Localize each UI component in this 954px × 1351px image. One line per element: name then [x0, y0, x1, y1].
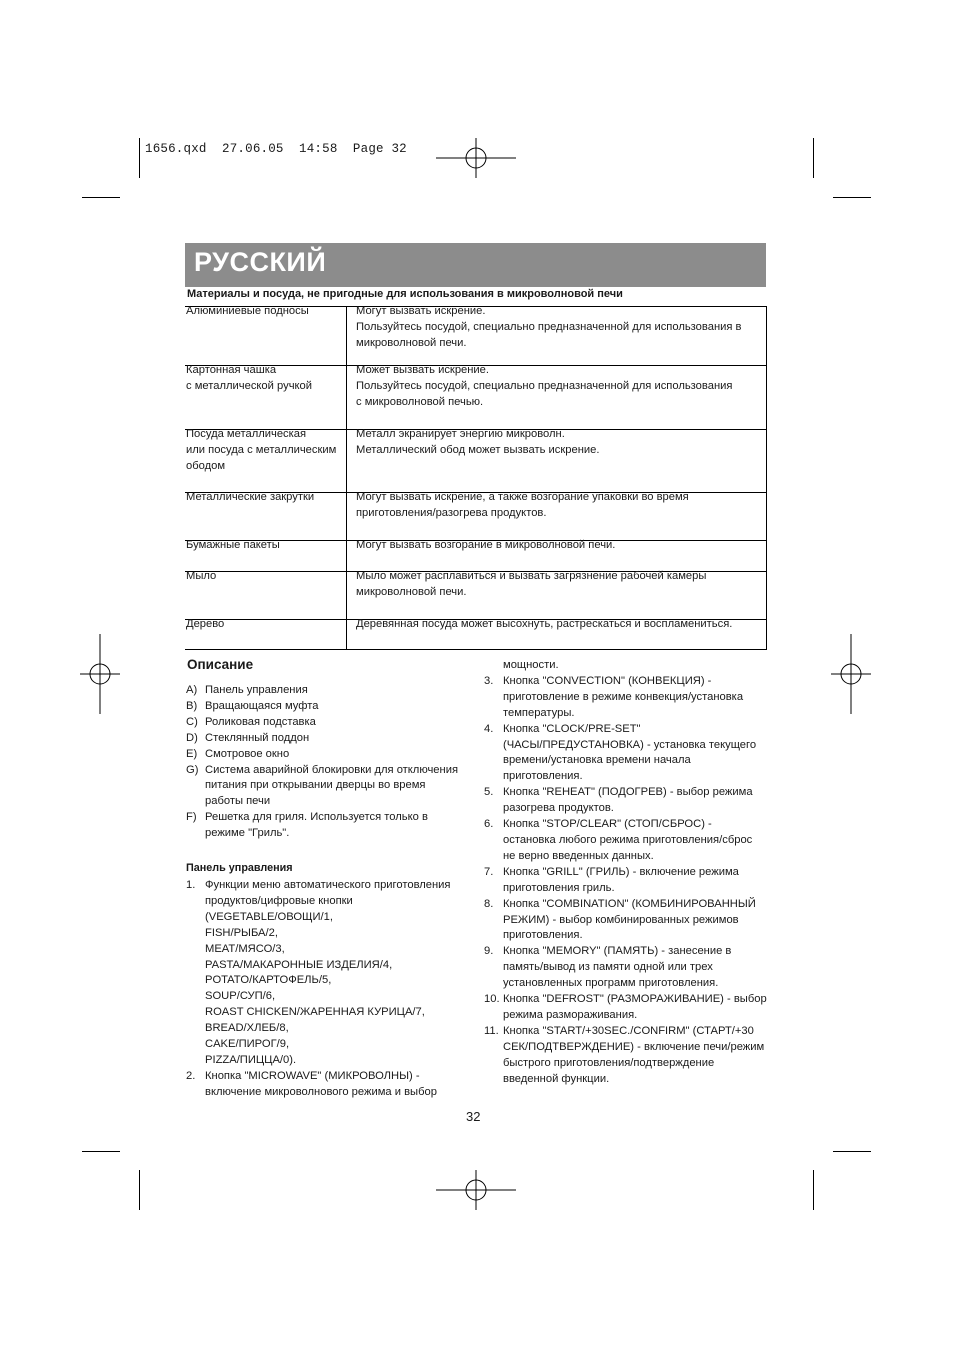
panel-item [484, 897, 774, 945]
description-item [186, 747, 476, 763]
item-text: Стеклянный поддон [205, 731, 310, 744]
table-heading: Материалы и посуда, не пригодные для использования в микроволновой печи [187, 288, 623, 300]
page-number: 32 [466, 1109, 481, 1124]
note-text: Могут вызвать возгорание в микроволновой печи. [356, 539, 616, 551]
note-text: Мыло может расплавиться и вызвать загрязнение рабочей камеры микроволновой печи. [356, 570, 707, 598]
panel-list-right [484, 674, 774, 1088]
item-marker: B) [186, 699, 198, 712]
item-marker: 6. [484, 818, 494, 831]
item-text: Кнопка "REHEAT" (ПОДОГРЕВ) - выбор режима разогрева продуктов. [503, 786, 753, 815]
item-text: Смотровое окно [205, 747, 290, 760]
material-cell [185, 620, 347, 650]
item-marker: 8. [484, 897, 494, 910]
panel-item [484, 1024, 774, 1088]
item-text: Решетка для гриля. Используется только в режиме "Гриль". [205, 811, 428, 840]
note-cell [347, 541, 767, 572]
left-column [186, 683, 476, 1101]
description-item [186, 715, 476, 731]
note-text: Может вызвать искрение. Пользуйтесь посудой, специально предназначенной для использования с микроволновой печью. [356, 364, 733, 408]
material-cell [185, 430, 347, 493]
panel-item [186, 878, 476, 1069]
panel-item [484, 674, 774, 722]
table-row [185, 493, 767, 541]
panel-item [484, 785, 774, 817]
item-text: Кнопка "CLOCK/PRE-SET" (ЧАСЫ/ПРЕДУСТАНОВКА) - установка текущего времени/установка времени начала приготовления. [503, 722, 757, 783]
item-text: Кнопка "CONVECTION" (КОНВЕКЦИЯ) - приготовление в режиме конвекция/установка температуры. [503, 674, 744, 719]
material-cell [185, 572, 347, 620]
item-marker: 7. [484, 865, 494, 878]
note-cell [347, 430, 767, 493]
note-text: Деревянная посуда может высохнуть, растрескаться и воспламениться. [356, 618, 733, 630]
item-text: Панель управления [205, 684, 308, 696]
item-text: Роликовая подставка [205, 715, 316, 728]
item-text: Кнопка "GRILL" (ГРИЛЬ) - включение режима приготовления гриль. [503, 865, 739, 894]
item-marker: 5. [484, 786, 494, 799]
item-marker: E) [186, 747, 198, 760]
table-row [185, 430, 767, 493]
item-text: Кнопка "COMBINATION" (КОМБИНИРОВАННЫЙ РЕЖИМ) - выбор комбинированных режимов приготовления. [503, 897, 756, 942]
item-marker: 2. [186, 1069, 196, 1082]
description-item [186, 731, 476, 747]
note-cell [347, 366, 767, 430]
material-text: Посуда металлическая или посуда с металлическим ободом [186, 428, 337, 472]
description-item [186, 683, 476, 699]
description-item [186, 763, 476, 811]
material-text: Алюминиевые подносы [186, 305, 309, 317]
item-marker: G) [186, 763, 199, 776]
description-item [186, 699, 476, 715]
description-list [186, 683, 476, 842]
panel-list-left [186, 878, 476, 1101]
panel-item [186, 1069, 476, 1101]
item-marker: C) [186, 715, 198, 728]
description-item [186, 810, 476, 842]
material-cell [185, 493, 347, 541]
item-text: Кнопка "MICROWAVE" (МИКРОВОЛНЫ) - включение микроволнового режима и выбор [205, 1069, 437, 1098]
panel-item [484, 722, 774, 786]
item-marker: F) [186, 811, 197, 824]
item-text: Кнопка "MEMORY" (ПАМЯТЬ) - занесение в память/вывод из памяти одной или трех установленных программ приготовления. [503, 945, 732, 990]
table-row [185, 572, 767, 620]
note-text: Металл экранирует энергию микроволн. Металлический обод может вызвать искрение. [356, 428, 600, 456]
item-marker: 4. [484, 722, 494, 735]
print-slug: 1656.qxd 27.06.05 14:58 Page 32 [145, 142, 407, 156]
panel-item [484, 817, 774, 865]
item-marker: 9. [484, 945, 494, 958]
note-cell [347, 572, 767, 620]
material-cell [185, 307, 347, 366]
material-text: Металлические закрутки [186, 491, 315, 503]
item-text: Функции меню автоматического приготовления продуктов/цифровые кнопки (VEGETABLE/ОВОЩИ/1, FISH/РЫБА/2, MEAT/МЯСО/3, PASTA/МАКАРОННЫЕ ИЗДЕЛИЯ/4, POTATO/КАРТОФЕЛЬ/5, SOUP/СУП/6, ROAST CHICKEN/ЖАРЕННАЯ КУРИЦА/7, BREAD/ХЛЕБ/8, CAKE/ПИРОГ/9, PIZZA/ПИЦЦА/0). [205, 878, 451, 1066]
language-header-bar [185, 243, 766, 287]
registration-mark-right [811, 634, 891, 714]
item-marker: 11. [484, 1024, 499, 1037]
registration-mark-top [436, 118, 516, 198]
item-marker: 10. [484, 993, 500, 1006]
item-marker: A) [186, 684, 198, 696]
material-text: Бумажные пакеты [186, 539, 280, 551]
item-text: Кнопка "START/+30SEC./CONFIRM" (СТАРТ/+30 СЕК/ПОДТВЕРЖДЕНИЕ) - включение печи/режим быстрого приготовления/подтверждение введенной функции. [503, 1024, 765, 1085]
material-text: Мыло [186, 570, 217, 582]
language-title: РУССКИЙ [194, 247, 327, 277]
panel-heading: Панель управления [186, 862, 293, 875]
material-text: Картонная чашка с металлической ручкой [186, 364, 313, 392]
registration-mark-bottom [436, 1150, 516, 1230]
item-text: Вращающаяся муфта [205, 699, 319, 712]
material-cell [185, 366, 347, 430]
table-row [185, 541, 767, 572]
materials-table [185, 306, 767, 650]
table-row [185, 307, 767, 366]
note-cell [347, 307, 767, 366]
registration-mark-left [60, 634, 140, 714]
note-text: Могут вызвать искрение, а также возгорание упаковки во время приготовления/разогрева продуктов. [356, 491, 689, 519]
item-marker: 1. [186, 878, 196, 891]
panel-item [484, 865, 774, 897]
panel-item [484, 944, 774, 992]
note-text: Могут вызвать искрение. Пользуйтесь посудой, специально предназначенной для использования в микроволновой печи. [356, 305, 742, 349]
item-marker: D) [186, 731, 198, 744]
material-cell [185, 541, 347, 572]
item-text: Кнопка "STOP/CLEAR" (СТОП/СБРОС) - остановка любого режима приготовления/сброс не верно введенных данных. [503, 818, 753, 862]
table-row [185, 366, 767, 430]
note-cell [347, 493, 767, 541]
item-text: Кнопка "DEFROST" (РАЗМОРАЖИВАНИЕ) - выбор режима размораживания. [503, 993, 767, 1021]
item-marker: 3. [484, 674, 494, 687]
panel-item [484, 992, 774, 1024]
right-column [484, 658, 774, 1087]
material-text: Дерево [186, 618, 225, 630]
description-heading: Описание [187, 657, 254, 672]
panel-item-2-continuation: мощности. [503, 659, 559, 671]
item-text: Система аварийной блокировки для отключения питания при открывании дверцы во время работы печи [205, 763, 459, 808]
table-row [185, 620, 767, 650]
note-cell [347, 620, 767, 650]
